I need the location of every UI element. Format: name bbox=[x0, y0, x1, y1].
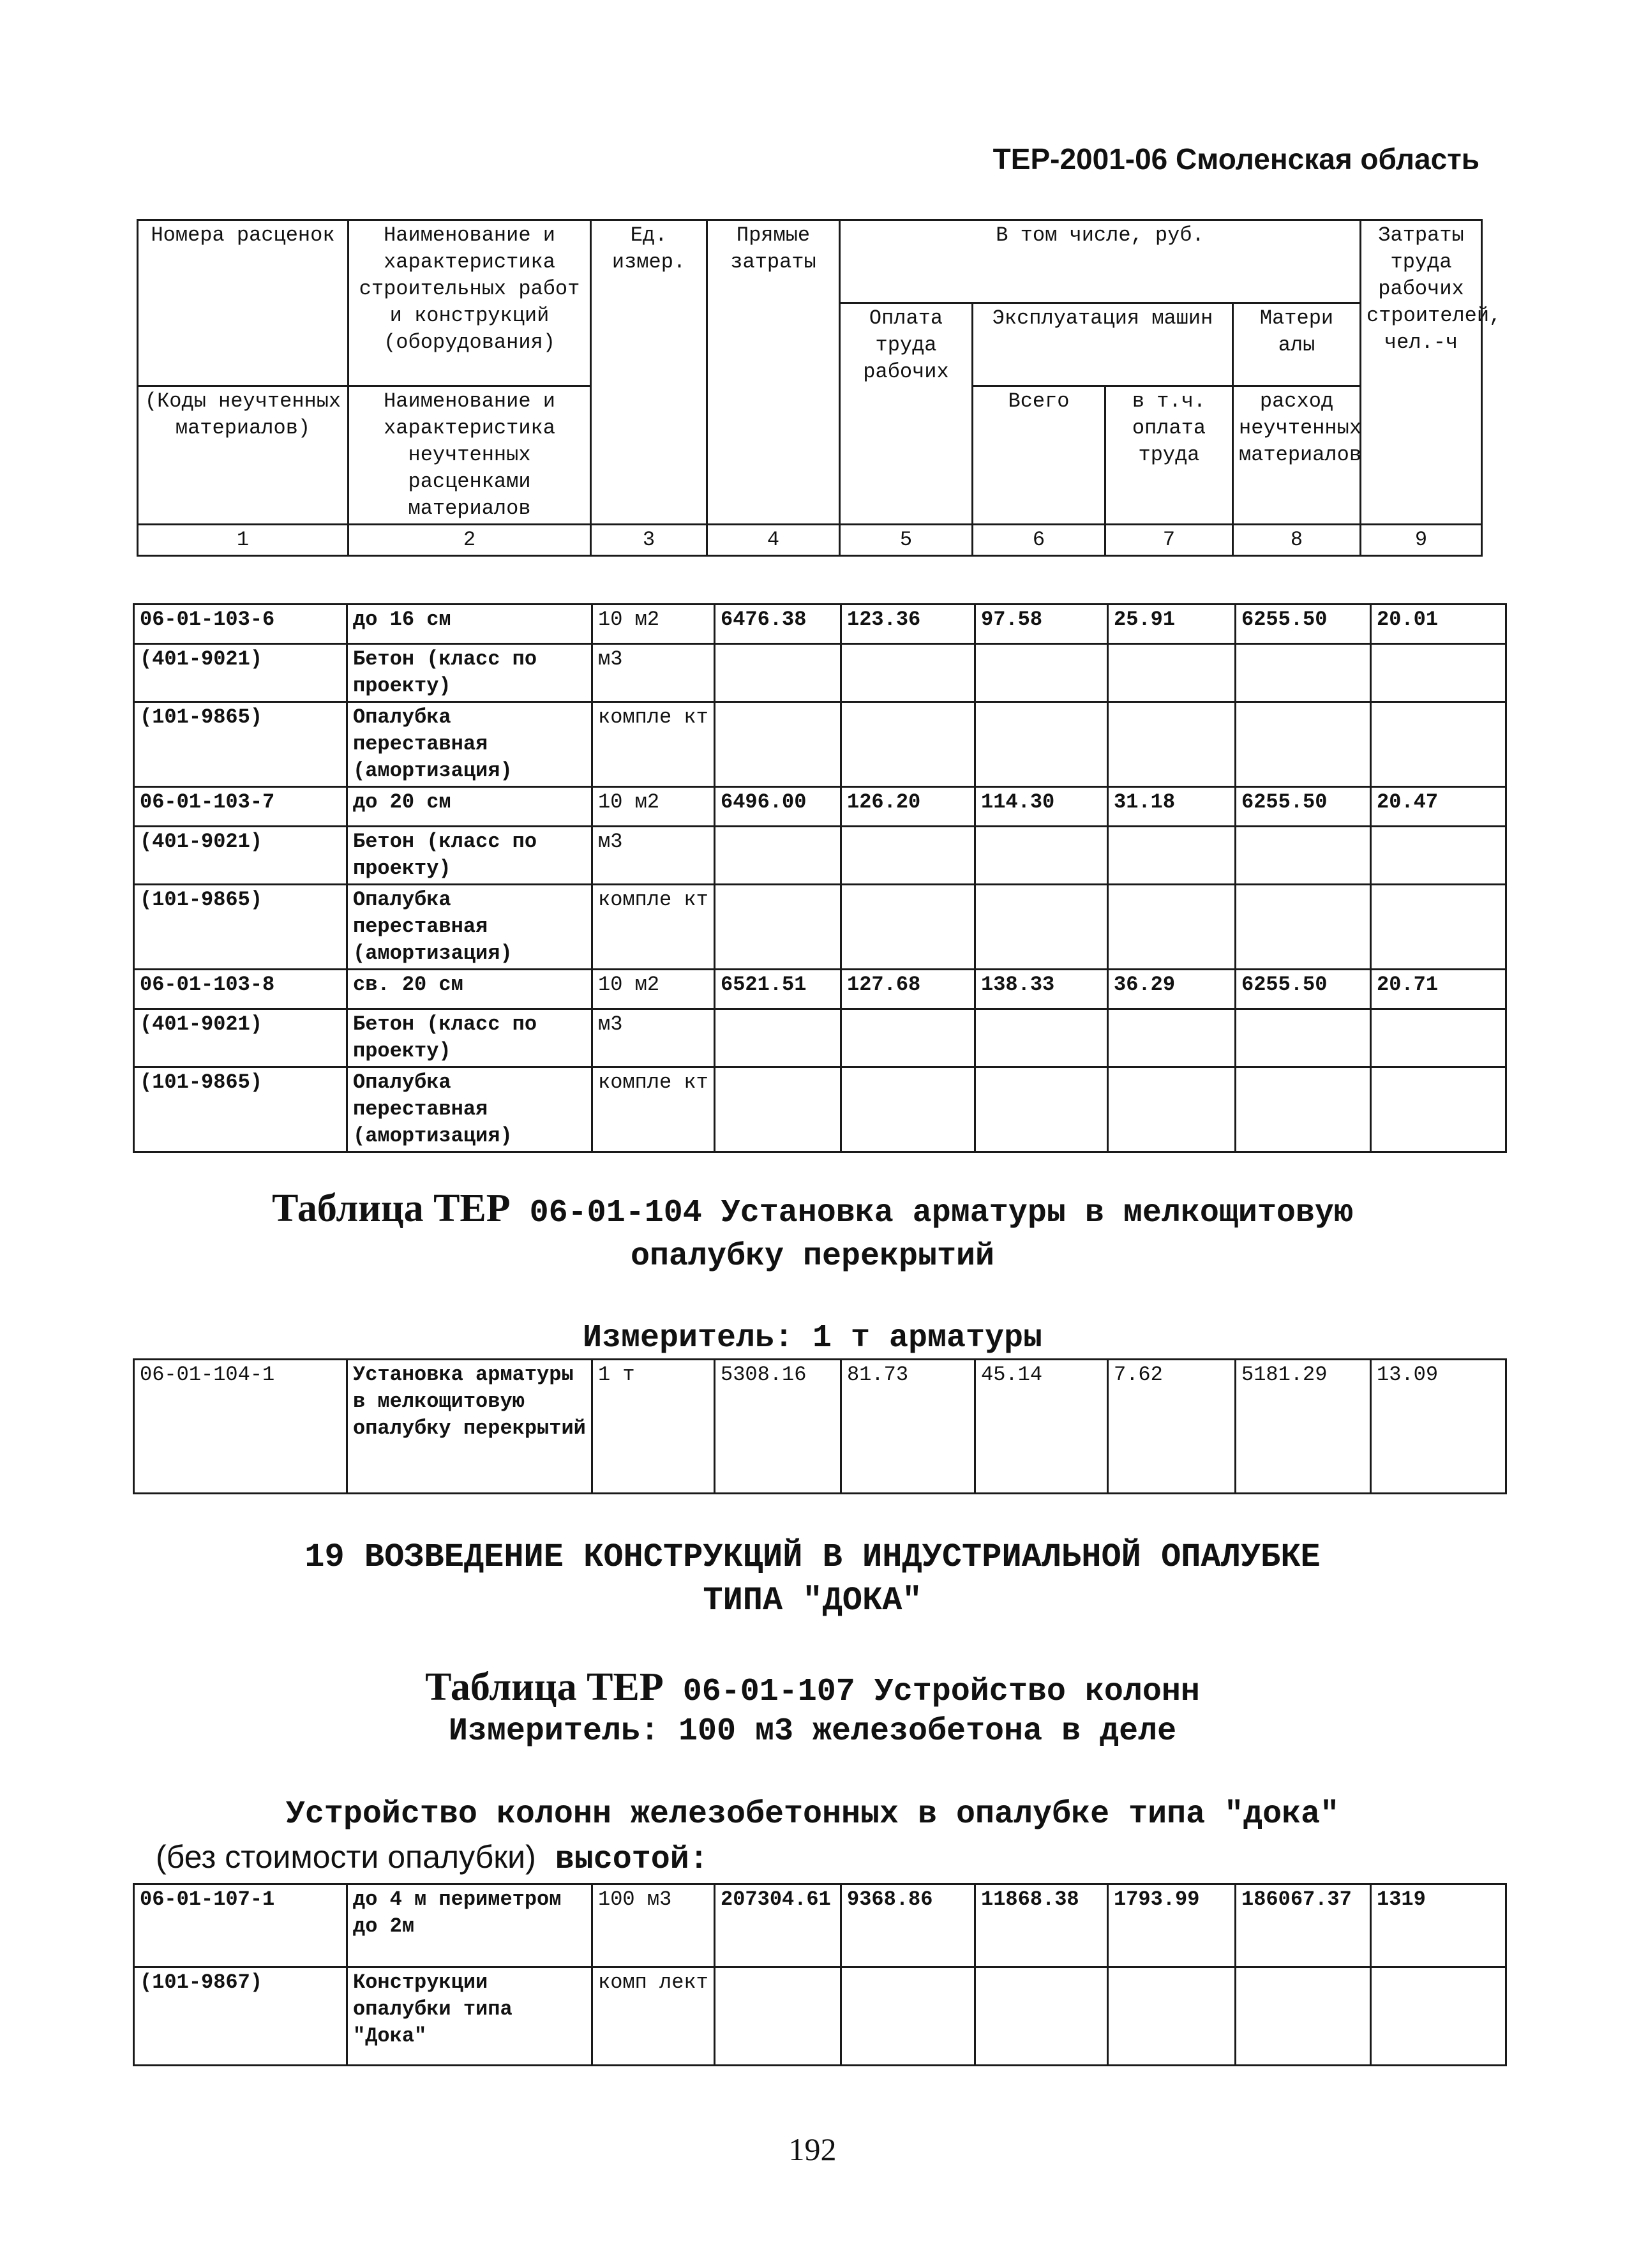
cell-mat: 6255.50 bbox=[1236, 605, 1371, 644]
rate-row bbox=[134, 605, 1506, 644]
table-107-title bbox=[0, 1665, 1625, 1710]
cell-hours bbox=[1371, 1009, 1506, 1067]
cell-mat: 186067.37 bbox=[1236, 1884, 1371, 1967]
col1b-header: (Коды неучтенных материалов) bbox=[138, 386, 348, 525]
cell-hours: 20.47 bbox=[1371, 787, 1506, 827]
cell-mat: 6255.50 bbox=[1236, 787, 1371, 827]
col7-header: в т.ч. оплата труда bbox=[1105, 386, 1233, 525]
table-104-title2: опалубку перекрытий bbox=[630, 1238, 995, 1275]
cell-code: (101-9865) bbox=[134, 885, 347, 970]
cell-mach: 11868.38 bbox=[975, 1884, 1108, 1967]
col-num-1: 1 bbox=[138, 525, 348, 556]
cell-name: до 20 см bbox=[347, 787, 592, 827]
table-104-title bbox=[0, 1186, 1625, 1231]
cell-unit: 10 м2 bbox=[592, 787, 715, 827]
cell-labor: 123.36 bbox=[841, 605, 975, 644]
cell-unit: компле кт bbox=[592, 1067, 715, 1152]
cell-mach-labor bbox=[1108, 885, 1236, 970]
cell-mat bbox=[1236, 885, 1371, 970]
cell-unit: м3 bbox=[592, 827, 715, 885]
cell-mat bbox=[1236, 1067, 1371, 1152]
cell-hours bbox=[1371, 1067, 1506, 1152]
cell-labor: 81.73 bbox=[841, 1360, 975, 1494]
col1-header-spacer bbox=[138, 303, 348, 386]
cell-unit: 1 т bbox=[592, 1360, 715, 1494]
cell-code: (401-9021) bbox=[134, 1009, 347, 1067]
cell-mat bbox=[1236, 1009, 1371, 1067]
cell-hours bbox=[1371, 827, 1506, 885]
col-num-6: 6 bbox=[973, 525, 1105, 556]
cell-mach: 45.14 bbox=[975, 1360, 1108, 1494]
cell-code: 06-01-103-6 bbox=[134, 605, 347, 644]
col6-header: Всего bbox=[973, 386, 1105, 525]
cell-code: 06-01-103-8 bbox=[134, 970, 347, 1009]
cell-mat: 5181.29 bbox=[1236, 1360, 1371, 1494]
cell-name: св. 20 см bbox=[347, 970, 592, 1009]
cell-direct bbox=[715, 1967, 841, 2066]
rates-table-103 bbox=[133, 603, 1507, 1153]
cell-code: (101-9867) bbox=[134, 1967, 347, 2066]
cell-direct: 207304.61 bbox=[715, 1884, 841, 1967]
rates-table-104 bbox=[133, 1358, 1507, 1494]
cell-code: (401-9021) bbox=[134, 827, 347, 885]
cell-hours bbox=[1371, 644, 1506, 702]
cell-mat bbox=[1236, 702, 1371, 787]
table-107-subtitle2a: (без стоимости опалубки) bbox=[156, 1839, 536, 1875]
cell-labor bbox=[841, 1009, 975, 1067]
cell-mach-labor bbox=[1108, 1009, 1236, 1067]
cell-unit: компле кт bbox=[592, 885, 715, 970]
cell-hours: 13.09 bbox=[1371, 1360, 1506, 1494]
cell-name: Опалубка переставная (амортизация) bbox=[347, 1067, 592, 1152]
col-num-4: 4 bbox=[707, 525, 840, 556]
cell-code: 06-01-107-1 bbox=[134, 1884, 347, 1967]
cell-mach-labor: 1793.99 bbox=[1108, 1884, 1236, 1967]
cell-hours: 20.71 bbox=[1371, 970, 1506, 1009]
rate-row bbox=[134, 787, 1506, 827]
incl-header: В том числе, руб. bbox=[840, 220, 1361, 303]
col8a-header: Матери алы bbox=[1233, 303, 1361, 386]
cell-name: до 16 см bbox=[347, 605, 592, 644]
cell-labor: 9368.86 bbox=[841, 1884, 975, 1967]
cell-mat: 6255.50 bbox=[1236, 970, 1371, 1009]
cell-mach-labor bbox=[1108, 827, 1236, 885]
cell-hours bbox=[1371, 702, 1506, 787]
cell-mat bbox=[1236, 1967, 1371, 2066]
cell-name: Конструкции опалубки типа "Дока" bbox=[347, 1967, 592, 2066]
cell-mach: 114.30 bbox=[975, 787, 1108, 827]
cell-direct: 6476.38 bbox=[715, 605, 841, 644]
cell-direct: 5308.16 bbox=[715, 1360, 841, 1494]
table-104-title1: Установка арматуры в мелкощитовую bbox=[721, 1195, 1353, 1231]
table-107-subtitle2b: высотой: bbox=[555, 1842, 708, 1878]
section-19-line2: ТИПА "ДОКА" bbox=[703, 1582, 922, 1619]
cell-unit: м3 bbox=[592, 644, 715, 702]
material-row bbox=[134, 644, 1506, 702]
cell-mach bbox=[975, 1067, 1108, 1152]
cell-mach bbox=[975, 1009, 1108, 1067]
table-107-title-text: Устройство колонн bbox=[874, 1674, 1200, 1710]
cell-labor bbox=[841, 1067, 975, 1152]
cell-mach-labor: 7.62 bbox=[1108, 1360, 1236, 1494]
cell-direct: 6496.00 bbox=[715, 787, 841, 827]
cell-mach bbox=[975, 702, 1108, 787]
material-row bbox=[134, 827, 1506, 885]
table-107-number: 06-01-107 bbox=[682, 1674, 855, 1710]
page-number: 192 bbox=[788, 2131, 837, 2167]
cell-code: (101-9865) bbox=[134, 1067, 347, 1152]
cell-mach bbox=[975, 827, 1108, 885]
cell-direct: 6521.51 bbox=[715, 970, 841, 1009]
rates-table-107 bbox=[133, 1883, 1507, 2066]
cell-code: (101-9865) bbox=[134, 702, 347, 787]
cell-hours bbox=[1371, 1967, 1506, 2066]
table-107-label: Таблица ТЕР bbox=[425, 1665, 664, 1709]
material-row bbox=[134, 1067, 1506, 1152]
rate-row bbox=[134, 1884, 1506, 1967]
col-num-3: 3 bbox=[591, 525, 707, 556]
cell-mach-labor bbox=[1108, 1967, 1236, 2066]
cell-direct bbox=[715, 644, 841, 702]
col8b-header: расход неучтенных материалов bbox=[1233, 386, 1361, 525]
cell-unit: 10 м2 bbox=[592, 970, 715, 1009]
cell-name: Опалубка переставная (амортизация) bbox=[347, 885, 592, 970]
cell-mach bbox=[975, 1967, 1108, 2066]
cell-unit: 100 м3 bbox=[592, 1884, 715, 1967]
table-104-measure: Измеритель: 1 т арматуры bbox=[582, 1320, 1043, 1356]
col-num-9: 9 bbox=[1361, 525, 1482, 556]
cell-unit: компле кт bbox=[592, 702, 715, 787]
col-num-8: 8 bbox=[1233, 525, 1361, 556]
col2b-header: Наименование и характеристика неучтенных расценками материалов bbox=[348, 386, 591, 525]
header-table bbox=[137, 219, 1502, 557]
cell-mach bbox=[975, 885, 1108, 970]
material-row bbox=[134, 1967, 1506, 2066]
material-row bbox=[134, 885, 1506, 970]
cell-hours: 1319 bbox=[1371, 1884, 1506, 1967]
cell-labor bbox=[841, 885, 975, 970]
cell-hours bbox=[1371, 885, 1506, 970]
cell-name: Установка арматуры в мелкощитовую опалубку перекрытий bbox=[347, 1360, 592, 1494]
table-104-number: 06-01-104 bbox=[529, 1195, 702, 1231]
col-num-7: 7 bbox=[1105, 525, 1233, 556]
cell-mach bbox=[975, 644, 1108, 702]
cell-mach-labor: 25.91 bbox=[1108, 605, 1236, 644]
cell-mach-labor bbox=[1108, 702, 1236, 787]
cell-mach: 97.58 bbox=[975, 605, 1108, 644]
col-num-2: 2 bbox=[348, 525, 591, 556]
material-row bbox=[134, 1009, 1506, 1067]
cell-mach-labor bbox=[1108, 644, 1236, 702]
cell-direct bbox=[715, 702, 841, 787]
cell-mach-labor bbox=[1108, 1067, 1236, 1152]
cell-code: (401-9021) bbox=[134, 644, 347, 702]
cell-name: Бетон (класс по проекту) bbox=[347, 1009, 592, 1067]
material-row bbox=[134, 702, 1506, 787]
cell-name: до 4 м периметром до 2м bbox=[347, 1884, 592, 1967]
cell-mach: 138.33 bbox=[975, 970, 1108, 1009]
cell-name: Опалубка переставная (амортизация) bbox=[347, 702, 592, 787]
cell-mat bbox=[1236, 827, 1371, 885]
table-107-subtitle1: Устройство колонн железобетонных в опалубке типа "дока" bbox=[285, 1796, 1340, 1833]
col3-header: Ед. измер. bbox=[591, 220, 707, 525]
cell-direct bbox=[715, 1009, 841, 1067]
col5-header: Оплата труда рабочих bbox=[840, 303, 973, 525]
page-header: ТЕР-2001-06 Смоленская область bbox=[992, 142, 1479, 176]
col-num-5: 5 bbox=[840, 525, 973, 556]
cell-unit: м3 bbox=[592, 1009, 715, 1067]
cell-code: 06-01-103-7 bbox=[134, 787, 347, 827]
cell-direct bbox=[715, 1067, 841, 1152]
table-104-label: Таблица ТЕР bbox=[272, 1187, 511, 1230]
cell-name: Бетон (класс по проекту) bbox=[347, 644, 592, 702]
col2-header: Наименование и характеристика строительных работ и конструкций (оборудования) bbox=[348, 220, 591, 386]
cell-mach-labor: 31.18 bbox=[1108, 787, 1236, 827]
cell-labor bbox=[841, 644, 975, 702]
cell-labor bbox=[841, 1967, 975, 2066]
cell-labor bbox=[841, 702, 975, 787]
cell-direct bbox=[715, 885, 841, 970]
cell-labor: 127.68 bbox=[841, 970, 975, 1009]
cell-unit: комп лект bbox=[592, 1967, 715, 2066]
cell-hours: 20.01 bbox=[1371, 605, 1506, 644]
cell-mach-labor: 36.29 bbox=[1108, 970, 1236, 1009]
cell-name: Бетон (класс по проекту) bbox=[347, 827, 592, 885]
col1-header: Номера расценок bbox=[138, 220, 348, 303]
rate-row bbox=[134, 970, 1506, 1009]
cell-code: 06-01-104-1 bbox=[134, 1360, 347, 1494]
col4-header: Прямые затраты bbox=[707, 220, 840, 525]
cell-unit: 10 м2 bbox=[592, 605, 715, 644]
cell-direct bbox=[715, 827, 841, 885]
table-107-measure: Измеритель: 100 м3 железобетона в деле bbox=[448, 1713, 1177, 1750]
col67-header: Эксплуатация машин bbox=[973, 303, 1233, 386]
table-107-subtitle2 bbox=[156, 1838, 708, 1878]
cell-labor bbox=[841, 827, 975, 885]
cell-mat bbox=[1236, 644, 1371, 702]
cell-labor: 126.20 bbox=[841, 787, 975, 827]
section-19-line1: 19 ВОЗВЕДЕНИЕ КОНСТРУКЦИЙ В ИНДУСТРИАЛЬНОЙ ОПАЛУБКЕ bbox=[304, 1538, 1321, 1576]
col9-header: Затраты труда рабочих строителей, чел.-ч bbox=[1361, 220, 1482, 525]
